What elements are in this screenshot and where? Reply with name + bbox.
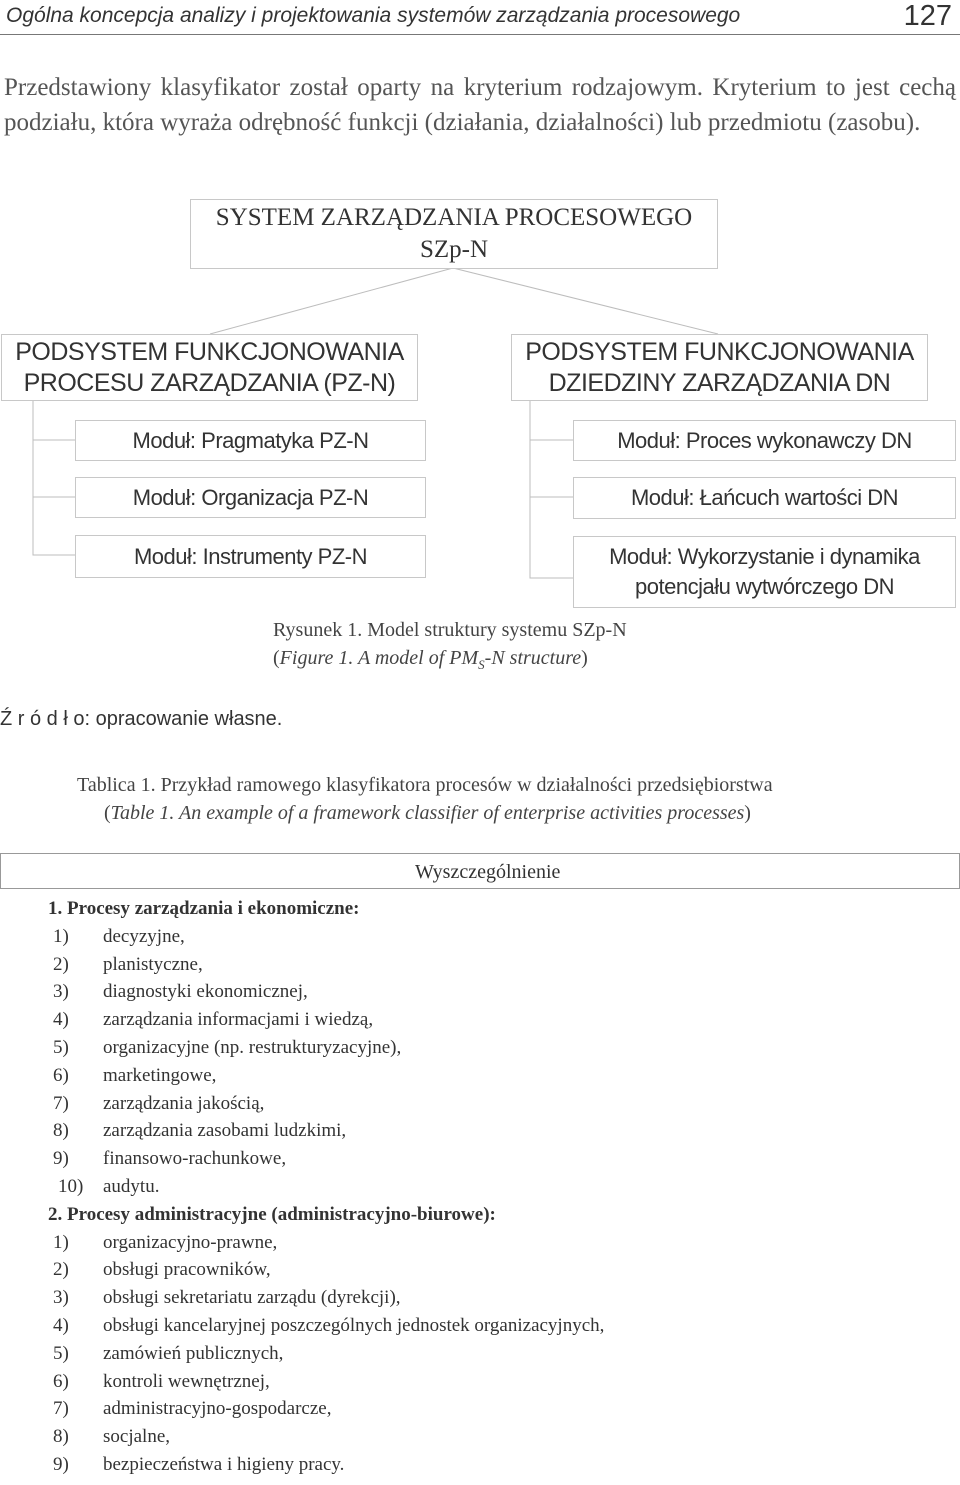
item-text: kontroli wewnętrznej,	[103, 1370, 270, 1392]
item-text: obsługi sekretariatu zarządu (dyrekcji),	[103, 1287, 401, 1309]
item-text: marketingowe,	[103, 1064, 217, 1086]
list-item	[40, 1117, 496, 1145]
item-text: zamówień publicznych,	[103, 1342, 284, 1364]
table-caption-open-paren: (	[104, 802, 111, 824]
root-to-left-connector	[210, 268, 453, 334]
item-number: 5)	[53, 1342, 69, 1364]
list-item	[40, 1145, 496, 1173]
table-caption-close-paren: )	[744, 802, 751, 824]
right-subsystem-line2: DZIEDZINY ZARZĄDZANIA DN	[548, 368, 891, 397]
list-item	[40, 1229, 496, 1257]
right-subsystem-line1: PODSYSTEM FUNKCJONOWANIA	[525, 337, 914, 366]
list-item	[40, 1312, 605, 1340]
list-item	[40, 1340, 496, 1368]
item-text: organizacyjno-prawne,	[103, 1231, 278, 1253]
left-module-2	[75, 477, 426, 518]
table-header-label: Wyszczególnienie	[415, 861, 561, 883]
right-module-3	[573, 536, 956, 608]
item-number: 2)	[53, 1259, 69, 1281]
list-item	[40, 1062, 496, 1090]
item-number: 5)	[53, 1036, 69, 1058]
page-number: 127	[903, 0, 952, 32]
caption-close-paren: )	[581, 647, 588, 669]
table-header	[0, 853, 960, 889]
item-number: 4)	[53, 1009, 69, 1031]
table-caption-italic: Table 1. An example of a framework classifier of enterprise activities processes	[110, 802, 745, 824]
right-module-3-label-line2: potencjału wytwórczego DN	[635, 574, 894, 599]
item-text: bezpieczeństwa i higieny pracy.	[103, 1453, 345, 1475]
right-module-2	[573, 477, 956, 519]
list-item	[40, 1034, 496, 1062]
left-subsystem-box	[1, 334, 418, 401]
item-text: diagnostyki ekonomicznej,	[103, 981, 308, 1003]
caption-italic-a: Figure 1. A model of PM	[279, 647, 479, 669]
item-number: 8)	[53, 1120, 69, 1142]
item-number: 3)	[53, 981, 69, 1003]
figure-caption-pl: Rysunek 1. Model struktury systemu SZp-N	[273, 619, 627, 641]
item-number: 6)	[53, 1064, 69, 1086]
item-number: 8)	[53, 1426, 69, 1448]
left-module-2-label: Moduł: Organizacja PZ-N	[132, 484, 369, 510]
list-item	[40, 951, 496, 979]
section-title: 1. Procesy zarządzania i ekonomiczne:	[48, 898, 360, 919]
item-text: organizacyjne (np. restrukturyzacyjne),	[103, 1036, 402, 1058]
item-number: 3)	[53, 1287, 69, 1309]
item-number: 9)	[53, 1148, 69, 1170]
item-text: finansowo-rachunkowe,	[103, 1148, 287, 1170]
item-number: 9)	[53, 1453, 69, 1475]
list-item	[40, 1368, 496, 1396]
item-text: zarządzania zasobami ludzkimi,	[103, 1120, 347, 1142]
left-module-3-label: Moduł: Instrumenty PZ-N	[133, 543, 367, 569]
source-note: Ź r ó d ł o: opracowanie własne.	[0, 708, 283, 730]
caption-italic-b: -N structure	[484, 647, 582, 669]
item-text: audytu.	[103, 1175, 160, 1197]
item-text: obsługi kancelaryjnej poszczególnych jednostek organizacyjnych,	[103, 1314, 605, 1336]
root-title: SYSTEM ZARZĄDZANIA PROCESOWEGO	[215, 204, 693, 231]
right-module-1	[573, 420, 956, 461]
item-text: administracyjno-gospodarcze,	[103, 1398, 332, 1420]
left-module-1	[75, 420, 426, 461]
item-text: decyzyjne,	[103, 925, 185, 947]
root-system-box	[190, 199, 718, 269]
root-to-right-connector	[453, 268, 718, 334]
classifier-list	[40, 895, 605, 1479]
list-item	[40, 1256, 496, 1284]
caption-subscript: S	[478, 657, 485, 672]
item-number: 1)	[53, 1231, 69, 1253]
root-subtitle: SZp-N	[419, 236, 489, 263]
figure-caption-en	[273, 647, 588, 673]
item-text: zarządzania informacjami i wiedzą,	[103, 1009, 374, 1031]
left-tree-connector	[33, 400, 75, 555]
item-number: 2)	[53, 953, 69, 975]
list-item	[40, 1423, 496, 1451]
left-subsystem-line2: PROCESU ZARZĄDZANIA (PZ-N)	[23, 368, 396, 397]
running-header-title: Ogólna koncepcja analizy i projektowania systemów zarządzania procesowego	[6, 4, 741, 27]
left-module-3	[75, 535, 426, 578]
item-number: 10)	[58, 1175, 84, 1197]
item-number: 6)	[53, 1370, 69, 1392]
list-item	[40, 923, 496, 951]
item-text: obsługi pracowników,	[103, 1259, 271, 1281]
item-number: 7)	[53, 1398, 69, 1420]
intro-paragraph: Przedstawiony klasyfikator został oparty na kryterium rodzajowym. Kryterium to jest cechą podziału, która wyraża odrębność funkcji (działania, działalności) lub przedmiotu (zasobu).	[4, 74, 956, 136]
item-text: socjalne,	[103, 1426, 171, 1448]
right-module-2-label: Moduł: Łańcuch wartości DN	[630, 485, 898, 510]
section-title: 2. Procesy administracyjne (administracyjno-biurowe):	[48, 1203, 496, 1225]
item-text: planistyczne,	[103, 953, 203, 975]
item-number: 7)	[53, 1092, 69, 1114]
caption-open-paren: (	[273, 647, 280, 669]
table-caption-en	[104, 802, 751, 825]
list-item	[40, 1090, 496, 1118]
left-subsystem-line1: PODSYSTEM FUNKCJONOWANIA	[15, 337, 404, 366]
right-subsystem-box	[511, 334, 928, 401]
item-text: zarządzania jakością,	[103, 1092, 265, 1114]
left-module-1-label: Moduł: Pragmatyka PZ-N	[132, 427, 369, 453]
list-item	[40, 1284, 496, 1312]
item-number: 4)	[53, 1314, 69, 1336]
list-item	[40, 1395, 496, 1423]
right-module-3-label-line1: Moduł: Wykorzystanie i dynamika	[609, 544, 920, 569]
list-item	[40, 978, 496, 1006]
list-item	[40, 1173, 496, 1201]
table-caption-pl: Tablica 1. Przykład ramowego klasyfikatora procesów w działalności przedsiębiorstwa	[77, 774, 773, 796]
list-item	[40, 1451, 496, 1479]
right-tree-connector	[530, 401, 573, 578]
right-module-1-label: Moduł: Proces wykonawczy DN	[617, 427, 912, 453]
item-number: 1)	[53, 925, 69, 947]
list-item	[40, 1006, 496, 1034]
